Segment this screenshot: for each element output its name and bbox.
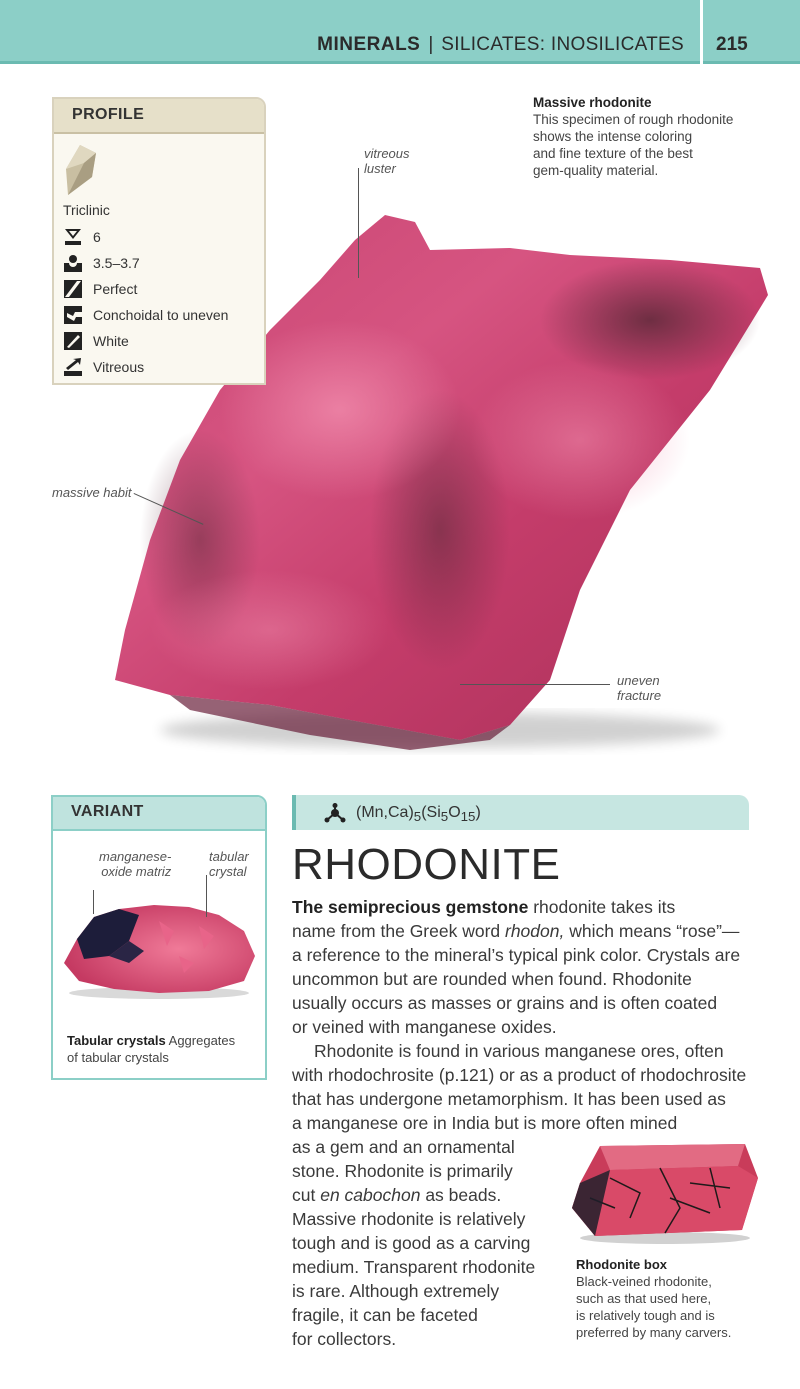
leader-line-crystal <box>206 875 207 917</box>
header-divider <box>700 0 703 64</box>
hardness-icon <box>63 227 83 247</box>
property-fracture: Conchoidal to uneven <box>63 304 228 326</box>
main-specimen-caption: Massive rhodonite This specimen of rough rhodonite shows the intense coloring and fine texture of the best gem-quality material. <box>533 95 734 178</box>
triclinic-crystal-icon <box>64 143 98 197</box>
property-streak: White <box>63 330 129 352</box>
section-title: MINERALS <box>317 34 421 55</box>
body-paragraph-1: The semiprecious gemstone rhodonite takes its name from the Greek word rhodon, which means “rose”— a reference to the mineral’s typical pink color. Crystals are uncommon but are rounded when found. Rhodonite usually occurs as masses or grains and is often coated or veined with manganese oxides. <box>292 897 741 1037</box>
leader-line-luster <box>358 168 359 278</box>
profile-heading: PROFILE <box>54 99 264 134</box>
profile-box <box>52 97 266 385</box>
fracture-icon <box>63 305 83 325</box>
variant-caption: Tabular crystals Aggregates of tabular crystals <box>67 1033 236 1065</box>
crystal-system: Triclinic <box>63 202 110 218</box>
body-paragraph-2: Rhodonite is found in various manganese ores, often with rhodochrosite (p.121) or as a product of rhodochrosite that has undergone metamorphism. It has been used as a manganese ore in India but is more often mined as a gem and an ornamental stone. Rhodonite is primarily cut en cabochon as beads. Massive rhodonite is relatively tough and is good as a carving medium. Transparent rhodonite is rare. Although extremely fragile, it can be faceted for collectors. <box>292 1041 747 1349</box>
caption-title: Massive rhodonite <box>533 95 652 110</box>
page-header <box>0 0 800 64</box>
chemical-formula: $(Mn,Ca)_5(Si_5O_{15})$ <box>356 804 481 825</box>
property-cleavage: Perfect <box>63 278 137 300</box>
leader-line-fracture <box>460 684 610 685</box>
variant-heading: VARIANT <box>53 797 265 831</box>
annotation-massive-habit: massive habit <box>52 485 132 500</box>
luster-icon <box>63 357 83 377</box>
specific-gravity-icon <box>63 253 83 273</box>
annotation-manganese-oxide-matrix: manganese- oxide matriz <box>99 849 172 879</box>
subsection-title: SILICATES: INOSILICATES <box>441 34 684 55</box>
property-hardness: 6 <box>63 226 101 248</box>
rhodonite-box-caption: Rhodonite box Black-veined rhodonite, such as that used here, is relatively tough and is preferred by many carvers. <box>576 1257 732 1340</box>
variant-box <box>51 795 267 1080</box>
leader-line-matrix <box>93 890 94 914</box>
chemical-formula-bar <box>292 795 749 830</box>
molecule-icon <box>324 803 346 823</box>
property-luster: Vitreous <box>63 356 144 378</box>
mineral-name: RHODONITE <box>292 840 561 889</box>
section-breadcrumb: MINERALS | SILICATES: INOSILICATES <box>317 34 684 55</box>
lead-in: The semiprecious gemstone <box>292 897 529 917</box>
cleavage-icon <box>63 279 83 299</box>
rhodonite-box-image <box>570 1138 760 1246</box>
annotation-tabular-crystal: tabular crystal <box>209 849 249 879</box>
page-number: 215 <box>716 34 748 55</box>
property-specific-gravity: 3.5–3.7 <box>63 252 140 274</box>
annotation-vitreous-luster: vitreous luster <box>364 146 410 176</box>
streak-icon <box>63 331 83 351</box>
annotation-uneven-fracture: uneven fracture <box>617 673 662 703</box>
tabular-crystals-image <box>59 901 259 1001</box>
